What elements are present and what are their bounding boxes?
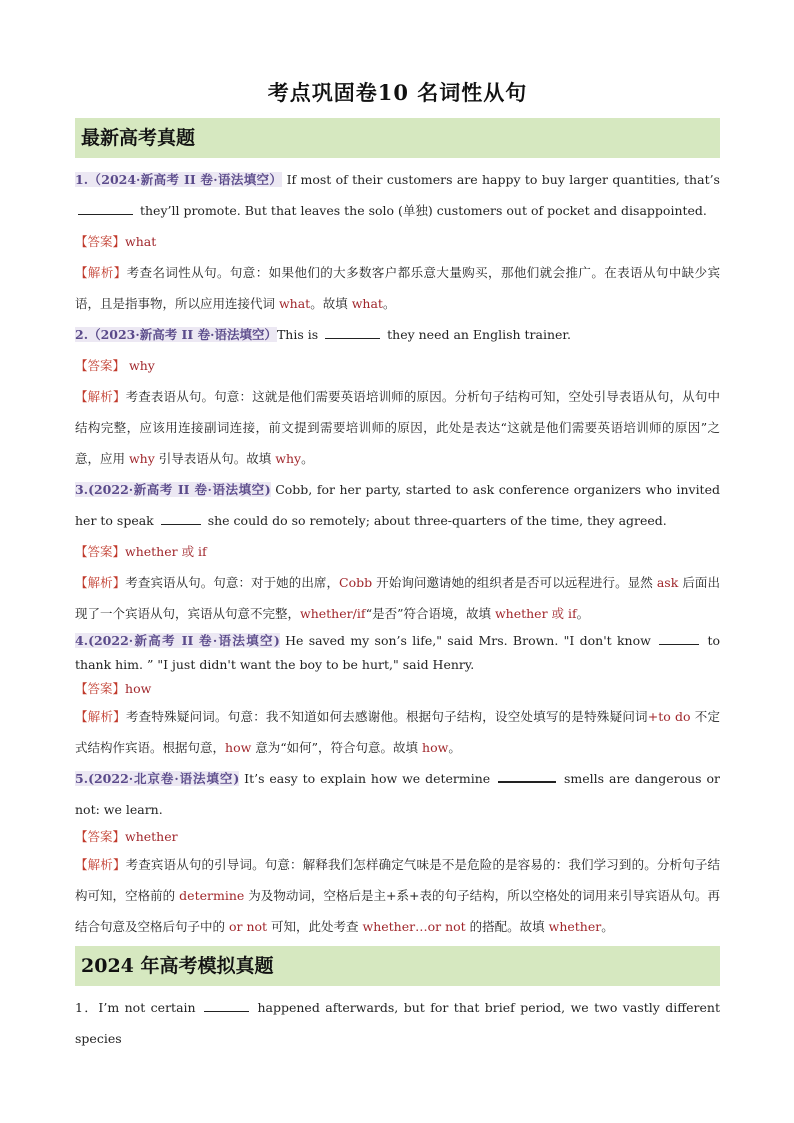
question-5-text-b: smells are dangerous or not: we learn. — [75, 771, 720, 817]
analysis-text: “是否”符合语境，故填 — [365, 606, 495, 621]
question-1-source: （2024·新高考 II 卷·语法填空） — [88, 172, 283, 187]
analysis-keyword: what — [278, 296, 311, 311]
answer-5 — [75, 825, 720, 849]
mock-question-1-text-a: I’m not certain — [98, 1000, 202, 1015]
analysis-text: 。 — [601, 919, 614, 934]
answer-blank[interactable] — [498, 767, 556, 783]
analysis-text: 。 — [301, 451, 314, 466]
analysis-keyword: determine — [179, 888, 245, 903]
question-2-text-a: This is — [276, 327, 323, 342]
question-1 — [75, 164, 720, 226]
analysis-keyword: why — [128, 451, 155, 466]
mock-question-1-text-b: happened afterwards, but for that brief period, we two vastly different species — [75, 1000, 720, 1046]
analysis-keyword: or not — [228, 919, 268, 934]
analysis-2 — [75, 381, 720, 474]
answer-blank[interactable] — [204, 997, 249, 1012]
analysis-text: 意为“如何”，符合句意。故填 — [251, 740, 423, 755]
section-heading-mock: 2024 年高考模拟真题 — [75, 946, 720, 986]
question-4 — [75, 629, 720, 677]
question-1-number: 1. — [75, 172, 89, 187]
section-heading-gaokao: 最新高考真题 — [75, 118, 720, 158]
page-title: 考点巩固卷10 名词性从句 — [267, 80, 528, 105]
answer-blank[interactable] — [325, 324, 380, 339]
answer-value: whether 或 if — [125, 544, 207, 559]
analysis-keyword: why — [275, 451, 302, 466]
answer-value: whether — [125, 829, 178, 844]
analysis-text: 。 — [382, 296, 396, 311]
answer-label: 【答案】 — [75, 829, 126, 844]
analysis-text: 为及物动词，空格后是主+系+表的句子结构，所以空格处的词用来引导宾语从句。再结合句意及空格后句子中的 — [75, 888, 720, 934]
answer-4 — [75, 677, 720, 701]
analysis-keyword: how — [225, 740, 252, 755]
question-5-source: (2022·北京卷·语法填空) — [88, 771, 240, 786]
analysis-keyword: what — [351, 296, 383, 311]
question-5 — [75, 763, 720, 825]
analysis-keyword: whether…or not — [362, 919, 466, 934]
analysis-label: 【解析】 — [75, 265, 127, 280]
mock-question-1-number: 1． — [75, 1000, 99, 1015]
answer-label: 【答案】 — [75, 234, 126, 249]
question-2 — [75, 319, 720, 350]
analysis-keyword: whether/if — [300, 606, 366, 621]
analysis-label: 【解析】 — [75, 575, 126, 590]
analysis-5 — [75, 849, 720, 942]
question-3 — [75, 474, 720, 536]
answer-1 — [75, 226, 720, 257]
analysis-text: 考查宾语从句。句意：对于她的出席， — [125, 575, 340, 590]
analysis-4 — [75, 701, 720, 763]
analysis-text: 。故填 — [310, 296, 352, 311]
question-2-source: （2023·新高考 II 卷·语法填空） — [88, 327, 277, 342]
mock-question-1 — [75, 992, 720, 1054]
analysis-keyword: +to do — [647, 709, 691, 724]
analysis-text: 引导表语从句。故填 — [154, 451, 276, 466]
answer-value: how — [125, 681, 152, 696]
analysis-text: 。 — [576, 606, 590, 621]
analysis-label: 【解析】 — [75, 389, 126, 404]
question-3-source: (2022·新高考 II 卷·语法填空) — [88, 482, 271, 497]
analysis-1 — [75, 257, 720, 319]
answer-value: what — [125, 234, 157, 249]
analysis-text: 不定式结构作宾语。根据句意， — [75, 709, 720, 755]
analysis-text: 后面出现了一个宾语从句，宾语从句意不完整， — [75, 575, 720, 621]
analysis-3 — [75, 567, 720, 629]
analysis-label: 【解析】 — [75, 709, 126, 724]
answer-blank[interactable] — [161, 510, 201, 525]
analysis-keyword: how — [422, 740, 449, 755]
analysis-keyword: whether 或 if — [494, 606, 577, 621]
question-5-number: 5. — [75, 771, 89, 786]
analysis-text: 开始询问邀请她的组织者是否可以远程进行。显然 — [372, 575, 657, 590]
analysis-text: 的搭配。故填 — [465, 919, 549, 934]
analysis-keyword: ask — [656, 575, 679, 590]
question-4-number: 4. — [75, 633, 89, 648]
question-2-number: 2. — [75, 327, 89, 342]
question-3-text-b: she could do so remotely; about three-quarters of the time, they agreed. — [203, 513, 667, 528]
question-3-number: 3. — [75, 482, 89, 497]
analysis-text: 考查名词性从句。句意：如果他们的大多数客户都乐意大量购买，那他们就会推广。在表语从句中缺少宾语，且是指事物，所以应用连接代词 — [75, 265, 720, 311]
answer-label: 【答案】 — [75, 681, 126, 696]
analysis-label: 【解析】 — [75, 857, 126, 872]
question-3-text-a: Cobb, for her party, started to ask conference organizers who invited her to speak — [75, 482, 720, 528]
answer-2 — [75, 350, 720, 381]
answer-label: 【答案】 — [75, 544, 126, 559]
question-1-text-b: they’ll promote. But that leaves the solo (单独) customers out of pocket and disappointed. — [136, 203, 707, 218]
question-2-text-b: they need an English trainer. — [383, 327, 572, 342]
question-4-text-a: He saved my son’s life," said Mrs. Brown. "I don't know — [279, 633, 657, 648]
analysis-text: 。 — [448, 740, 461, 755]
answer-value: why — [125, 358, 155, 373]
question-4-source: (2022·新高考 II 卷·语法填空) — [88, 633, 280, 648]
answer-blank[interactable] — [78, 200, 133, 215]
question-4-text-b: to thank him. ” "I just didn't want the boy to be hurt," said Henry. — [75, 633, 720, 672]
question-1-text-a: If most of their customers are happy to buy larger quantities, that’s — [282, 172, 720, 187]
analysis-text: 考查宾语从句的引导词。句意：解释我们怎样确定气味是不是危险的是容易的：我们学习到的。分析句子结构可知，空格前的 — [75, 857, 720, 903]
analysis-text: 可知，此处考查 — [267, 919, 363, 934]
analysis-keyword: whether — [548, 919, 602, 934]
answer-label: 【答案】 — [75, 358, 126, 373]
analysis-text: 考查表语从句。句意：这就是他们需要英语培训师的原因。分析句子结构可知，空处引导表语从句，从句中结构完整，应该用连接副词连接，前文提到需要培训师的原因，此处是表达“这就是他们需要英语培训师的原因”之意，应用 — [75, 389, 720, 466]
answer-3 — [75, 536, 720, 567]
analysis-keyword: Cobb — [339, 575, 373, 590]
answer-blank[interactable] — [659, 630, 699, 645]
question-5-text-a: It’s easy to explain how we determine — [239, 771, 496, 786]
analysis-text: 考查特殊疑问词。句意：我不知道如何去感谢他。根据句子结构，设空处填写的是特殊疑问词 — [125, 709, 648, 724]
document-page — [75, 78, 720, 1054]
